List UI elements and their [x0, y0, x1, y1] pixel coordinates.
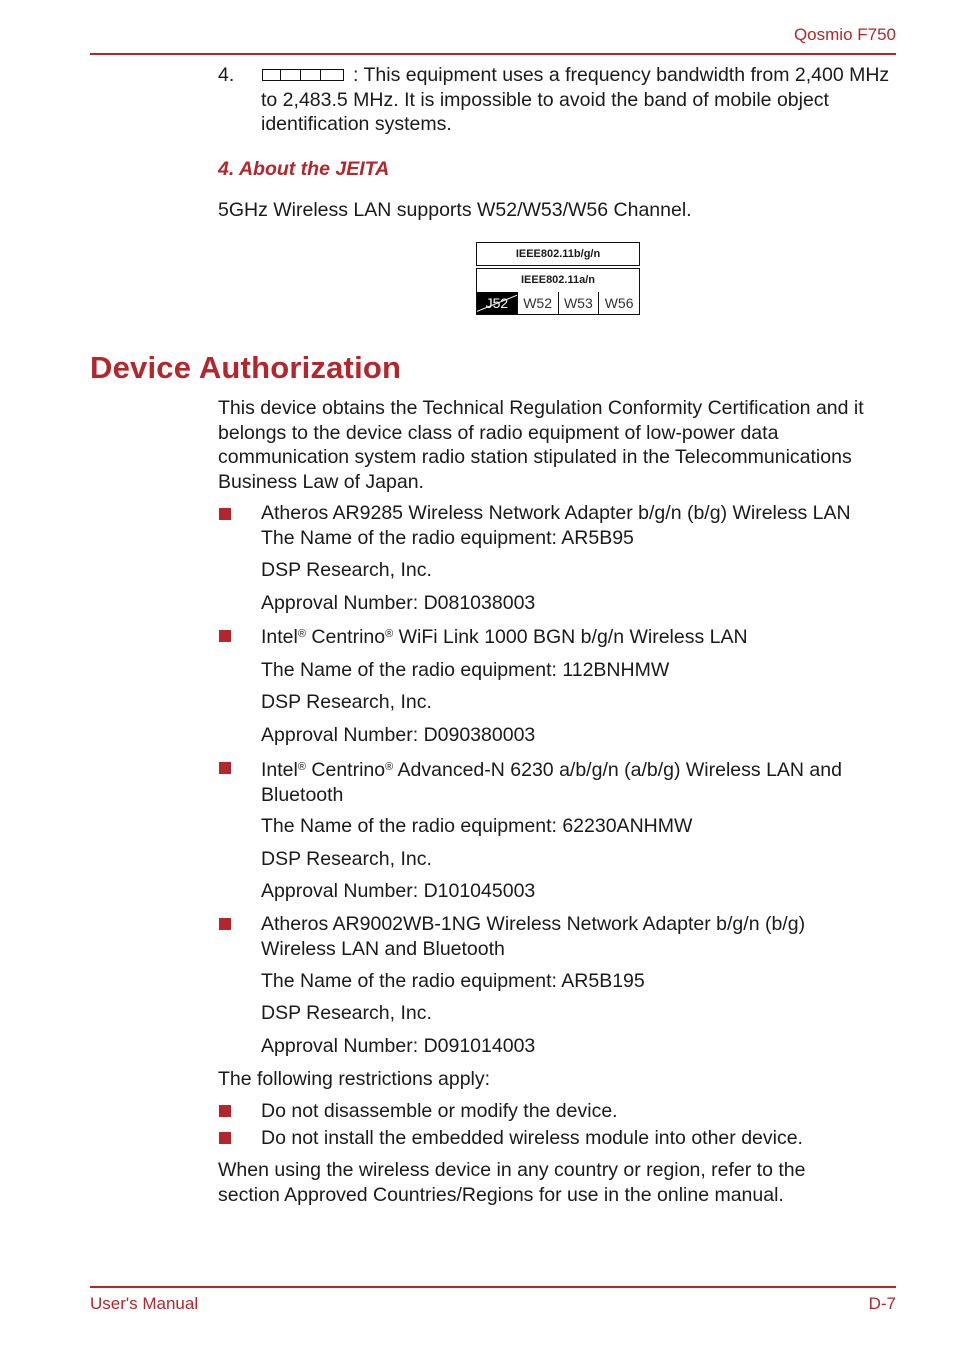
- footer-manual-label: User's Manual: [90, 1294, 199, 1313]
- device-2-name: [261, 625, 911, 650]
- registered-mark: ®: [297, 761, 306, 773]
- restriction-item: Do not disassemble or modify the device.: [261, 1100, 618, 1122]
- bullet-icon: [219, 762, 231, 774]
- item-4-text: : This equipment uses a frequency bandwidth from 2,400 MHz to 2,483.5 MHz. It is impossible to avoid the band of mobile object identification systems.: [261, 64, 890, 135]
- jeita-text: 5GHz Wireless LAN supports W52/W53/W56 Channel.: [218, 199, 692, 221]
- header-rule: [90, 53, 896, 55]
- device-3-name-brand: Intel: [261, 759, 298, 781]
- device-1-radio: The Name of the radio equipment: AR5B95: [261, 527, 634, 549]
- footer-page-number: D-7: [868, 1294, 896, 1313]
- jeita-channel-j52: [477, 292, 517, 314]
- device-3-name-product: Centrino: [305, 759, 386, 781]
- registered-mark: ®: [385, 761, 394, 773]
- device-2-org: DSP Research, Inc.: [261, 691, 432, 713]
- restrictions-intro: The following restrictions apply:: [218, 1068, 491, 1090]
- device-2-name-product: Centrino: [305, 626, 386, 648]
- device-4-radio: The Name of the radio equipment: AR5B195: [261, 970, 645, 992]
- device-1-org: DSP Research, Inc.: [261, 559, 432, 581]
- bullet-icon: [219, 630, 231, 642]
- device-auth-intro: This device obtains the Technical Regulation Conformity Certification and it belongs to the device class of radio equipment of low-power data communication system radio station stipulated in the Telecommunications Business Law of Japan.: [218, 397, 864, 493]
- device-2-name-model: WiFi Link 1000 BGN b/g/n Wireless LAN: [393, 626, 748, 648]
- device-2-radio: The Name of the radio equipment: 112BNHMW: [261, 659, 670, 681]
- jeita-label-bgn: IEEE802.11b/g/n: [476, 242, 640, 266]
- device-4-approval: Approval Number: D091014003: [261, 1035, 536, 1057]
- jeita-label-an: IEEE802.11a/n: [521, 274, 595, 286]
- device-4-org: DSP Research, Inc.: [261, 1002, 432, 1024]
- device-4-name: Atheros AR9002WB-1NG Wireless Network Adapter b/g/n (b/g) Wireless LAN and Bluetooth: [261, 913, 806, 960]
- device-1-approval: Approval Number: D081038003: [261, 592, 536, 614]
- header-title: Qosmio F750: [793, 25, 896, 44]
- item-number: 4.: [218, 64, 235, 86]
- device-3-name: [261, 758, 911, 807]
- device-3-org: DSP Research, Inc.: [261, 848, 432, 870]
- device-2-name-brand: Intel: [261, 626, 298, 648]
- bullet-icon: [219, 918, 231, 930]
- bullet-icon: [219, 1105, 231, 1117]
- jeita-channel-j52-text: J52: [485, 295, 509, 311]
- device-1-name: Atheros AR9285 Wireless Network Adapter b/g/n (b/g) Wireless LAN: [261, 502, 851, 524]
- bullet-icon: [219, 508, 231, 520]
- device-3-name-model: Advanced-N 6230 a/b/g/n (a/b/g) Wireless LAN and Bluetooth: [261, 759, 842, 806]
- device-2-approval: Approval Number: D090380003: [261, 724, 536, 746]
- jeita-channel-w52: W52: [517, 292, 558, 314]
- registered-mark: ®: [385, 628, 394, 640]
- jeita-heading: 4. About the JEITA: [218, 158, 390, 180]
- device-authorization-heading: Device Authorization: [90, 350, 402, 385]
- jeita-channel-w53: W53: [558, 292, 599, 314]
- closing-text: When using the wireless device in any country or region, refer to the section Approved Countries/Regions for use in the online manual.: [218, 1159, 806, 1206]
- restriction-item: Do not install the embedded wireless module into other device.: [261, 1127, 803, 1149]
- device-3-radio: The Name of the radio equipment: 62230ANHMW: [261, 815, 693, 837]
- jeita-channel-label: [476, 268, 640, 315]
- registered-mark: ®: [297, 628, 306, 640]
- device-3-approval: Approval Number: D101045003: [261, 880, 536, 902]
- footer-rule: [90, 1286, 896, 1288]
- bullet-icon: [219, 1132, 231, 1144]
- jeita-channel-w56: W56: [598, 292, 639, 314]
